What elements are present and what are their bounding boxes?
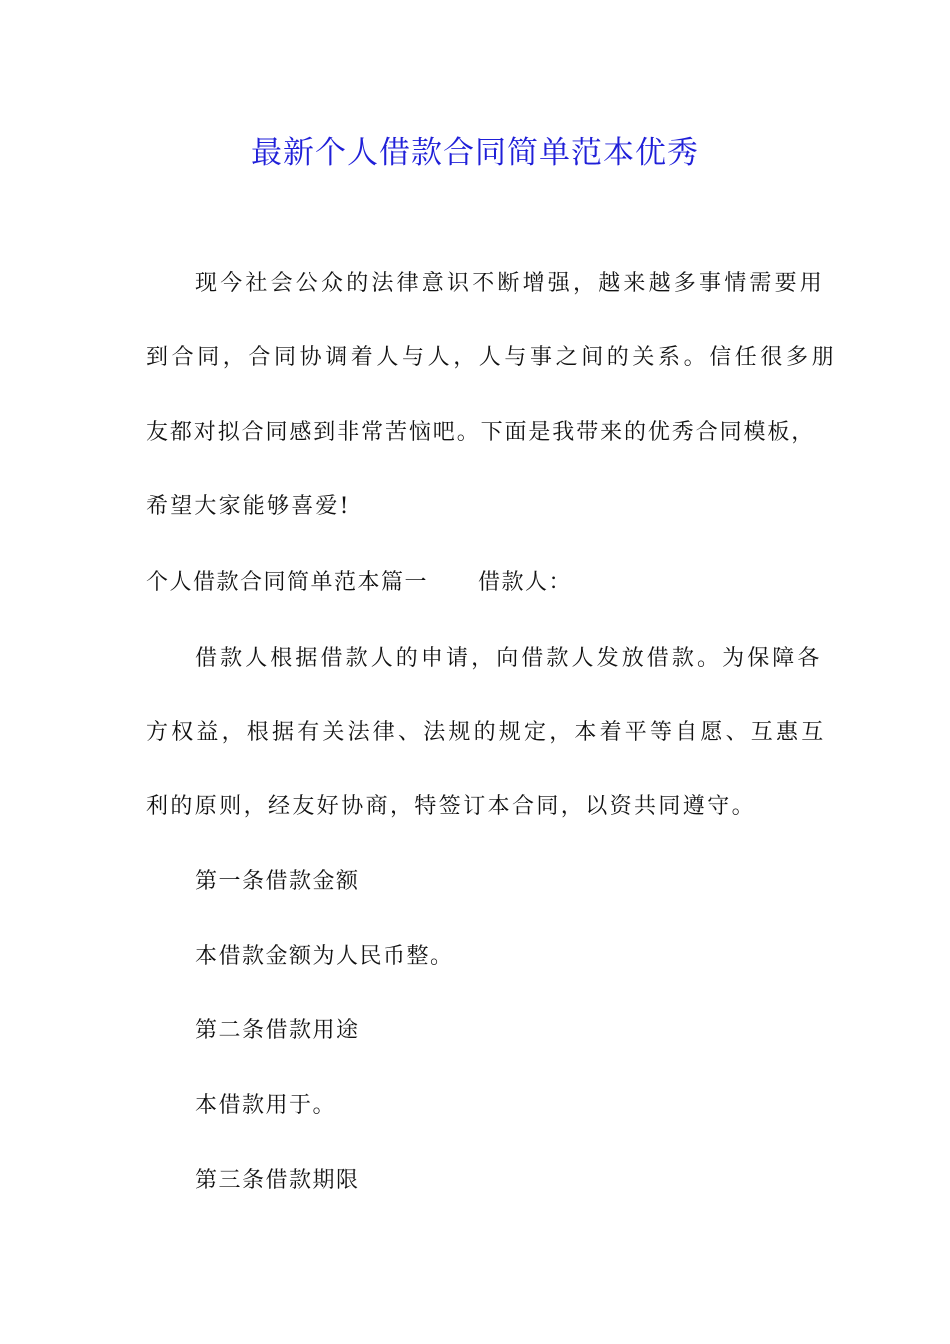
intro-line-3: 友都对拟合同感到非常苦恼吧。下面是我带来的优秀合同模板， bbox=[146, 420, 816, 445]
preamble-line-3: 利的原则，经友好协商，特签订本合同，以资共同遵守。 bbox=[146, 794, 757, 819]
clause-1-heading: 第一条借款金额 bbox=[195, 869, 360, 894]
intro-line-4: 希望大家能够喜爱! bbox=[146, 494, 351, 519]
section-heading: 个人借款合同简单范本篇一 bbox=[146, 570, 429, 595]
clause-2-heading: 第二条借款用途 bbox=[195, 1018, 360, 1043]
intro-line-2: 到合同，合同协调着人与人，人与事之间的关系。信任很多朋 bbox=[146, 345, 838, 370]
intro-line-1: 现今社会公众的法律意识不断增强，越来越多事情需要用 bbox=[195, 271, 826, 296]
section-heading-row bbox=[146, 568, 572, 598]
section-subheading: 借款人： bbox=[478, 570, 573, 595]
clause-1-text: 本借款金额为人民币整。 bbox=[195, 944, 454, 969]
clause-3-heading: 第三条借款期限 bbox=[195, 1168, 360, 1193]
clause-2-text: 本借款用于。 bbox=[195, 1093, 337, 1118]
preamble-line-1: 借款人根据借款人的申请，向借款人发放借款。为保障各 bbox=[195, 646, 823, 671]
preamble-line-2: 方权益，根据有关法律、法规的规定，本着平等自愿、互惠互 bbox=[146, 720, 827, 745]
document-title: 最新个人借款合同简单范本优秀 bbox=[251, 135, 699, 171]
